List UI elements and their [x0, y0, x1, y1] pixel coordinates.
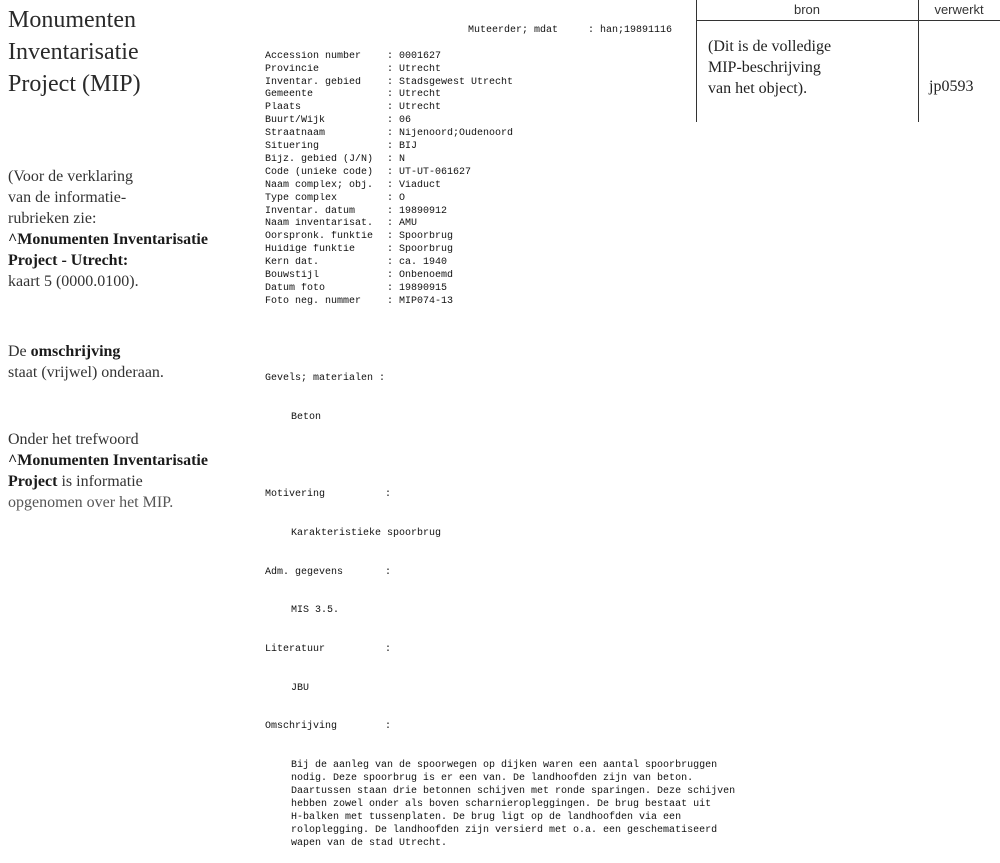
- note-bold: omschrijving: [30, 343, 121, 360]
- field-value: : Nijenoord;Oudenoord: [387, 128, 514, 140]
- record-row: [265, 270, 720, 283]
- motivering-value: Karakteristieke spoorbrug: [291, 527, 442, 539]
- field-label: Foto neg. nummer: [265, 295, 362, 307]
- note-trefwoord: [8, 429, 208, 513]
- field-value: : Utrecht: [387, 102, 442, 114]
- field-value: : 06: [387, 115, 412, 127]
- field-value: : Spoorbrug: [387, 244, 454, 256]
- field-label: Code (unieke code): [265, 166, 374, 178]
- field-label: Straatnaam: [265, 128, 326, 140]
- record-row: [265, 257, 720, 270]
- field-label: Bouwstijl: [265, 269, 320, 281]
- field-label: Gemeente: [265, 89, 314, 101]
- note-line: staat (vrijwel) onderaan.: [8, 364, 164, 381]
- record-row: [265, 167, 720, 180]
- field-label: Oorspronk. funktie: [265, 231, 374, 243]
- field-value: : Utrecht: [387, 89, 442, 101]
- note-text: De: [8, 343, 31, 360]
- muteerder-field: Muteerder; mdat : han;19891116: [468, 25, 673, 36]
- source-description: [708, 36, 831, 99]
- mip-record: [265, 25, 736, 863]
- note-line: kaart 5 (0000.0100).: [8, 273, 139, 290]
- field-label: Situering: [265, 141, 320, 153]
- field-label: Naam inventarisat.: [265, 218, 374, 230]
- box-divider: [918, 0, 919, 122]
- field-value: : MIP074-13: [387, 295, 454, 307]
- gevels-label: Gevels; materialen :: [265, 373, 386, 385]
- field-value: : ca. 1940: [387, 257, 448, 269]
- note-bold: ^Monumenten Inventarisatie: [8, 452, 208, 469]
- record-row: [265, 180, 720, 193]
- field-value: : Utrecht: [387, 63, 442, 75]
- processed-code: jp0593: [929, 78, 974, 95]
- field-value: : 0001627: [387, 50, 442, 62]
- field-label: Type complex: [265, 192, 338, 204]
- record-row: [265, 244, 720, 257]
- source-line: (Dit is de volledige: [708, 38, 832, 55]
- record-row: [265, 154, 720, 167]
- record-row: [265, 218, 720, 231]
- field-value: : UT-UT-061627: [387, 166, 472, 178]
- field-value: : AMU: [387, 218, 418, 230]
- record-row: [265, 193, 720, 206]
- field-value: : 19890915: [387, 282, 448, 294]
- record-row: [265, 64, 720, 77]
- adm-label: Adm. gegevens :: [265, 566, 392, 578]
- field-label: Kern dat.: [265, 257, 320, 269]
- record-row: [265, 283, 720, 296]
- gevels-value: Beton: [291, 411, 322, 423]
- record-row: [265, 77, 720, 90]
- record-row: [265, 128, 720, 141]
- note-line: Onder het trefwoord: [8, 431, 139, 448]
- note-bold: Project: [8, 473, 58, 490]
- field-label: Naam complex; obj.: [265, 179, 374, 191]
- source-line: MIP-beschrijving: [708, 59, 821, 76]
- header-bron: bron: [793, 2, 821, 17]
- field-label: Plaats: [265, 102, 302, 114]
- field-value: : BIJ: [387, 141, 418, 153]
- note-line: van de informatie-: [8, 189, 127, 206]
- field-label: Provincie: [265, 63, 320, 75]
- header-verwerkt: verwerkt: [934, 2, 984, 17]
- source-box: [696, 0, 1000, 122]
- field-value: : Viaduct: [387, 179, 442, 191]
- note-text: is informatie: [57, 473, 143, 490]
- note-verklaring: [8, 166, 208, 292]
- motivering-label: Motivering :: [265, 489, 392, 501]
- record-row: [265, 231, 720, 244]
- record-row: [265, 141, 720, 154]
- record-row: [265, 89, 720, 102]
- note-bold: ^Monumenten Inventarisatie: [8, 231, 208, 248]
- field-label: Inventar. gebied: [265, 76, 362, 88]
- field-value: : Stadsgewest Utrecht: [387, 76, 514, 88]
- field-value: : O: [387, 192, 406, 204]
- record-fields: [265, 51, 720, 309]
- omschrijving-label: Omschrijving :: [265, 721, 392, 733]
- omschrijving-text: Bij de aanleg van de spoorwegen op dijken waren een aantal spoorbruggen nodig. Deze spoorbrug is er een van. De landhoofden zijn van beton. Daartussen staan drie betonnen schijven met ronde sparingen. Deze schijven hebben zowel onder als boven scharnieropleggingen. De brug bestaat uit H-balken met tussenplaten. De brug ligt op de landhoofden via een roloplegging. De landhoofden zijn versierd met o.a. een geschematiseerd wapen van de stad Utrecht.: [291, 760, 736, 849]
- note-bold: Project - Utrecht:: [8, 252, 129, 269]
- field-value: : N: [387, 153, 406, 165]
- note-line: opgenomen over het MIP.: [8, 494, 174, 511]
- field-label: Bijz. gebied (J/N): [265, 153, 374, 165]
- title-line: Monumenten: [8, 7, 136, 33]
- field-label: Huidige funktie: [265, 244, 356, 256]
- note-omschrijving: [8, 341, 164, 383]
- title-line: Inventarisatie: [8, 39, 139, 65]
- record-row: [265, 296, 720, 309]
- field-value: : Spoorbrug: [387, 231, 454, 243]
- adm-value: MIS 3.5.: [291, 605, 340, 617]
- record-row: [265, 51, 720, 64]
- field-value: : Onbenoemd: [387, 269, 454, 281]
- box-divider: [696, 20, 1000, 21]
- field-label: Buurt/Wijk: [265, 115, 326, 127]
- field-label: Datum foto: [265, 282, 326, 294]
- record-row: [265, 206, 720, 219]
- document-title: [8, 4, 141, 100]
- field-label: Accession number: [265, 50, 362, 62]
- field-label: Inventar. datum: [265, 205, 356, 217]
- note-line: rubrieken zie:: [8, 210, 97, 227]
- field-value: : 19890912: [387, 205, 448, 217]
- record-row: [265, 115, 720, 128]
- title-line: Project (MIP): [8, 71, 141, 97]
- literatuur-value: JBU: [291, 682, 310, 694]
- record-row: [265, 102, 720, 115]
- source-line: van het object).: [708, 80, 808, 97]
- literatuur-label: Literatuur :: [265, 644, 392, 656]
- note-line: (Voor de verklaring: [8, 168, 133, 185]
